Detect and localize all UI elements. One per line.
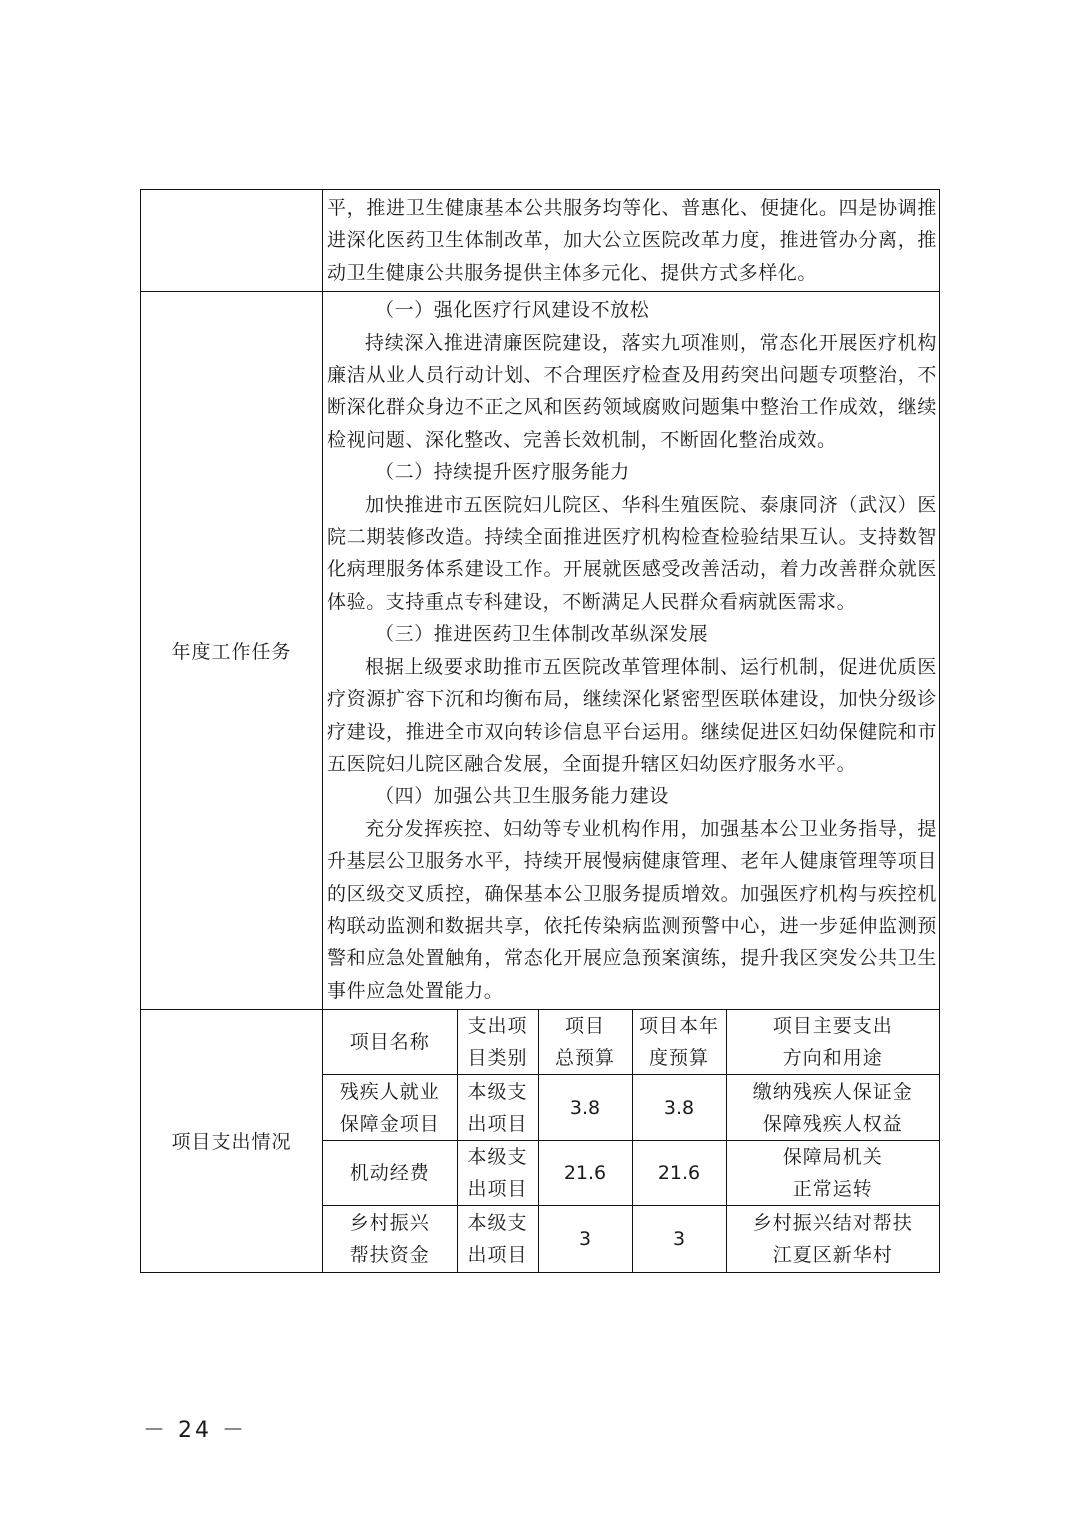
budget-table <box>140 189 940 1273</box>
section-body: 充分发挥疾控、妇幼等专业机构作用，加强基本公卫业务指导，提升基层公卫服务水平，持续开展慢病健康管理、老年人健康管理等项目的区级交叉质控，确保基本公卫服务提质增效。加强医疗机构与疾控机构联动监测和数据共享，依托传染病监测预警中心，进一步延伸监测预警和应急处置触角，常态化开展应急预案演练，提升我区突发公共卫生事件应急处置能力。 <box>327 817 937 1002</box>
project-table <box>323 1010 939 1272</box>
project-annual-budget: 21.6 <box>632 1141 726 1206</box>
project-expenditure-cell <box>323 1010 940 1273</box>
project-purpose: 乡村振兴结对帮扶 江夏区新华村 <box>726 1206 939 1272</box>
project-annual-budget: 3 <box>632 1206 726 1272</box>
page-number: － 24 － <box>143 1418 247 1443</box>
project-total-budget: 3 <box>538 1206 632 1272</box>
project-expenditure-row <box>141 1010 940 1273</box>
project-total-budget: 21.6 <box>538 1141 632 1206</box>
project-purpose: 保障局机关 正常运转 <box>726 1141 939 1206</box>
project-total-budget: 3.8 <box>538 1075 632 1141</box>
section-body: 根据上级要求助推市五医院改革管理体制、运行机制，促进优质医疗资源扩容下沉和均衡布局，继续深化紧密型医联体建设，加快分级诊疗建设，推进全市双向转诊信息平台运用。继续促进区妇幼保健院和市五医院妇儿院区融合发展，全面提升辖区妇幼医疗服务水平。 <box>327 655 937 775</box>
project-category: 本级支 出项目 <box>457 1075 538 1141</box>
project-name: 残疾人就业 保障金项目 <box>323 1075 457 1141</box>
header-purpose: 项目主要支出 方向和用途 <box>726 1010 939 1075</box>
continuation-paragraph: 平，推进卫生健康基本公共服务均等化、普惠化、便捷化。四是协调推进深化医药卫生体制改革，加大公立医院改革力度，推进管办分离，推动卫生健康公共服务提供主体多元化、提供方式多样化。 <box>327 197 937 284</box>
table-row <box>323 1206 939 1272</box>
section-heading: （一）强化医疗行风建设不放松 <box>375 299 650 322</box>
header-annual-budget: 项目本年 度预算 <box>632 1010 726 1075</box>
annual-tasks-content <box>323 292 940 1010</box>
annual-tasks-row <box>141 292 940 1010</box>
table-row <box>323 1075 939 1141</box>
header-project-name: 项目名称 <box>323 1010 457 1075</box>
continuation-label-cell <box>141 190 323 292</box>
project-annual-budget: 3.8 <box>632 1075 726 1141</box>
project-purpose: 缴纳残疾人保证金 保障残疾人权益 <box>726 1075 939 1141</box>
project-category: 本级支 出项目 <box>457 1141 538 1206</box>
project-expenditure-label: 项目支出情况 <box>141 1010 323 1273</box>
header-total-budget: 项目 总预算 <box>538 1010 632 1075</box>
project-name: 机动经费 <box>323 1141 457 1206</box>
section-heading: （四）加强公共卫生服务能力建设 <box>375 785 670 808</box>
section-heading: （三）推进医药卫生体制改革纵深发展 <box>375 623 709 646</box>
project-table-header <box>323 1010 939 1075</box>
continuation-row <box>141 190 940 292</box>
section-body: 持续深入推进清廉医院建设，落实九项准则，常态化开展医疗机构廉洁从业人员行动计划、不合理医疗检查及用药突出问题专项整治，不断深化群众身边不正之风和医药领域腐败问题集中整治工作成效，继续检视问题、深化整改、完善长效机制，不断固化整治成效。 <box>327 331 937 451</box>
project-name: 乡村振兴 帮扶资金 <box>323 1206 457 1272</box>
section-heading: （二）持续提升医疗服务能力 <box>375 461 630 484</box>
continuation-text-cell <box>323 190 940 292</box>
annual-tasks-label: 年度工作任务 <box>141 292 323 1010</box>
section-body: 加快推进市五医院妇儿院区、华科生殖医院、泰康同济（武汉）医院二期装修改造。持续全面推进医疗机构检查检验结果互认。支持数智化病理服务体系建设工作。开展就医感受改善活动，着力改善群众就医体验。支持重点专科建设，不断满足人民群众看病就医需求。 <box>327 493 937 613</box>
project-category: 本级支 出项目 <box>457 1206 538 1272</box>
header-category: 支出项 目类别 <box>457 1010 538 1075</box>
table-row <box>323 1141 939 1206</box>
